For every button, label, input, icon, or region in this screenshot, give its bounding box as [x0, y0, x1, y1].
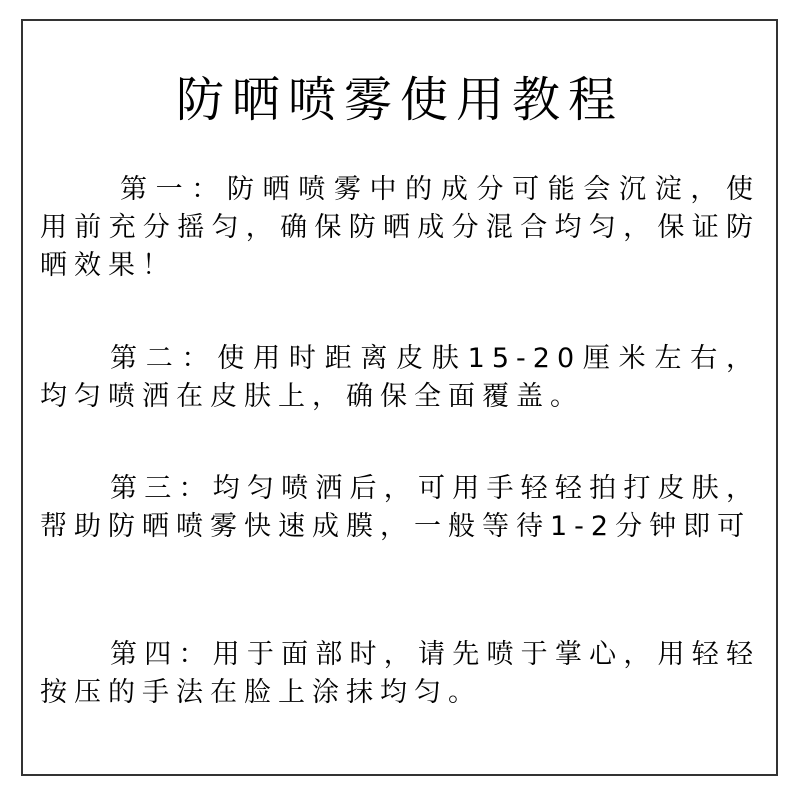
page-title: 防晒喷雾使用教程 — [175, 72, 624, 128]
step-3-paragraph: 第三：均匀喷洒后，可用手轻轻拍打皮肤，帮助防晒喷雾快速成膜，一般等待1-2分钟即可 — [40, 473, 760, 542]
step-1-paragraph: 第一：防晒喷雾中的成分可能会沉淀，使用前充分摇匀，确保防晒成分混合均匀，保证防晒效果！ — [40, 174, 760, 281]
step-2-paragraph: 第二：使用时距离皮肤15-20厘米左右，均匀喷洒在皮肤上，确保全面覆盖。 — [40, 343, 760, 412]
step-4-paragraph: 第四：用于面部时，请先喷于掌心，用轻轻按压的手法在脸上涂抹均匀。 — [40, 639, 760, 708]
